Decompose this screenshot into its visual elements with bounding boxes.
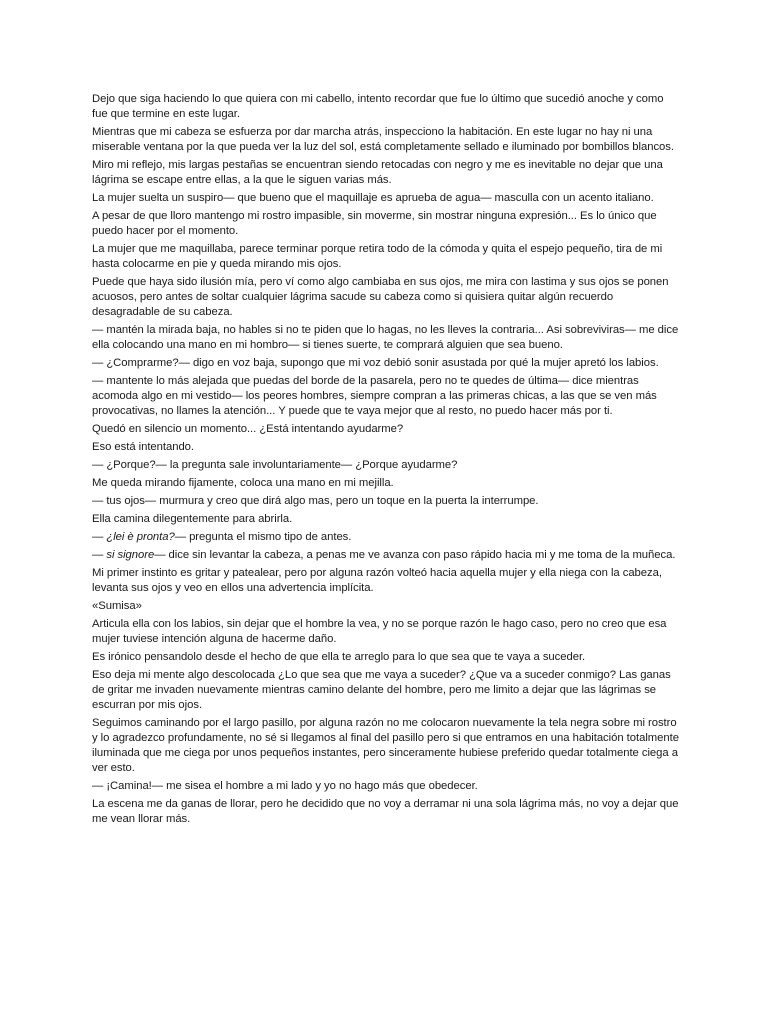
italian-phrase: si signore <box>106 549 155 561</box>
paragraph-9: — ¿Comprarme?— digo en voz baja, supongo que mi voz debió sonir asustada por qué la mujer apretó los labios. <box>92 357 659 369</box>
paragraph-3: Miro mi reflejo, mis largas pestañas se encuentran siendo retocadas con negro y me es inevitable no dejar que una lágrima se escape entre ellas, a la que le siguen varias más. <box>92 159 663 186</box>
paragraph-20: «Sumisa» <box>92 600 142 612</box>
paragraph-22: Es irónico pensandolo desde el hecho de que ella te arreglo para lo que sea que te vaya a suceder. <box>92 651 586 663</box>
paragraph-5: A pesar de que lloro mantengo mi rostro impasible, sin moverme, sin mostrar ninguna expresión... Es lo único que puedo hacer por el momento. <box>92 210 657 237</box>
paragraph-text: — pregunta el mismo tipo de antes. <box>174 531 352 543</box>
paragraph-12: Eso está intentando. <box>92 441 195 453</box>
paragraph-18 <box>92 548 682 563</box>
paragraph-1: Dejo que siga haciendo lo que quiera con mi cabello, intento recordar que fue lo último que sucedió anoche y como fue que termine en este lugar. <box>92 93 664 120</box>
document-page <box>92 92 682 830</box>
paragraph-17 <box>92 530 682 545</box>
paragraph-15: — tus ojos— murmura y creo que dirá algo mas, pero un toque en la puerta la interrumpe. <box>92 495 539 507</box>
paragraph-23: Eso deja mi mente algo descolocada ¿Lo que sea que me vaya a suceder? ¿Que va a suceder conmigo? Las ganas de gritar me invaden nuevamente mientras camino delante del hombre, pero me limito a dejar que las lágrimas se escurran por mis ojos. <box>92 669 671 711</box>
paragraph-26: La escena me da ganas de llorar, pero he decidido que no voy a derramar ni una sola lágrima más, no voy a dejar que me vean llorar más. <box>92 798 679 825</box>
paragraph-21: Articula ella con los labios, sin dejar que el hombre la vea, y no se porque razón le hago caso, pero no creo que esa mujer tuviese intención alguna de hacerme daño. <box>92 618 667 645</box>
paragraph-11: Quedó en silencio un momento... ¿Está intentando ayudarme? <box>92 423 404 435</box>
dialogue-dash: — <box>92 549 107 561</box>
dialogue-dash: — <box>92 531 107 543</box>
paragraph-24: Seguimos caminando por el largo pasillo, por alguna razón no me colocaron nuevamente la tela negra sobre mi rostro y lo agradezco profundamente, no sé si llegamos al final del pasillo pero si que entramos en una habitación totalmente iluminada que me ciega por unos pequeños instantes, pero sinceramente hubiese preferido quedar totalmente ciega a ver esto. <box>92 717 679 774</box>
paragraph-14: Me queda mirando fijamente, coloca una mano en mi mejilla. <box>92 477 394 489</box>
paragraph-10: — mantente lo más alejada que puedas del borde de la pasarela, pero no te quedes de última— dice mientras acomoda algo en mi vestido— los peores hombres, siempre compran a las primeras chicas, a las que se ven más provocativas, no llames la atención... Y puede que te vaya mejor que al resto, no puedo hacer más por ti. <box>92 375 657 417</box>
paragraph-7: Puede que haya sido ilusión mía, pero ví como algo cambiaba en sus ojos, me mira con lastima y sus ojos se ponen acuosos, pero antes de soltar cualquier lágrima sacude su cabeza como si quisiera quitar algún recuerdo desagradable de su cabeza. <box>92 276 669 318</box>
paragraph-16: Ella camina dilegentemente para abrirla. <box>92 513 293 525</box>
paragraph-text: — dice sin levantar la cabeza, a penas me ve avanza con paso rápido hacia mi y me toma de la muñeca. <box>154 549 676 561</box>
paragraph-2: Mientras que mi cabeza se esfuerza por dar marcha atrás, inspecciono la habitación. En este lugar no hay ni una miserable ventana por la que pueda ver la luz del sol, está completamente sellado e iluminado por bombillos blancos. <box>92 126 674 153</box>
italian-phrase: ¿lei è pronta? <box>106 531 175 543</box>
paragraph-8: — mantén la mirada baja, no hables si no te piden que lo hagas, no les lleves la contraria... Asi sobreviviras— me dice ella colocando una mano en mi hombro— si tienes suerte, te comprará alguien que sea bueno. <box>92 324 679 351</box>
paragraph-13: — ¿Porque?— la pregunta sale involuntariamente— ¿Porque ayudarme? <box>92 459 458 471</box>
paragraph-4: La mujer suelta un suspiro— que bueno que el maquillaje es aprueba de agua— masculla con un acento italiano. <box>92 192 654 204</box>
paragraph-25: — ¡Camina!— me sisea el hombre a mi lado y yo no hago más que obedecer. <box>92 780 478 792</box>
paragraph-6: La mujer que me maquillaba, parece terminar porque retira todo de la cómoda y quita el espejo pequeño, tira de mi hasta colocarme en pie y queda mirando mis ojos. <box>92 243 663 270</box>
paragraph-19: Mi primer instinto es gritar y patealear, pero por alguna razón volteó hacia aquella mujer y ella niega con la cabeza, levanta sus ojos y veo en ellos una advertencia implícita. <box>92 567 662 594</box>
